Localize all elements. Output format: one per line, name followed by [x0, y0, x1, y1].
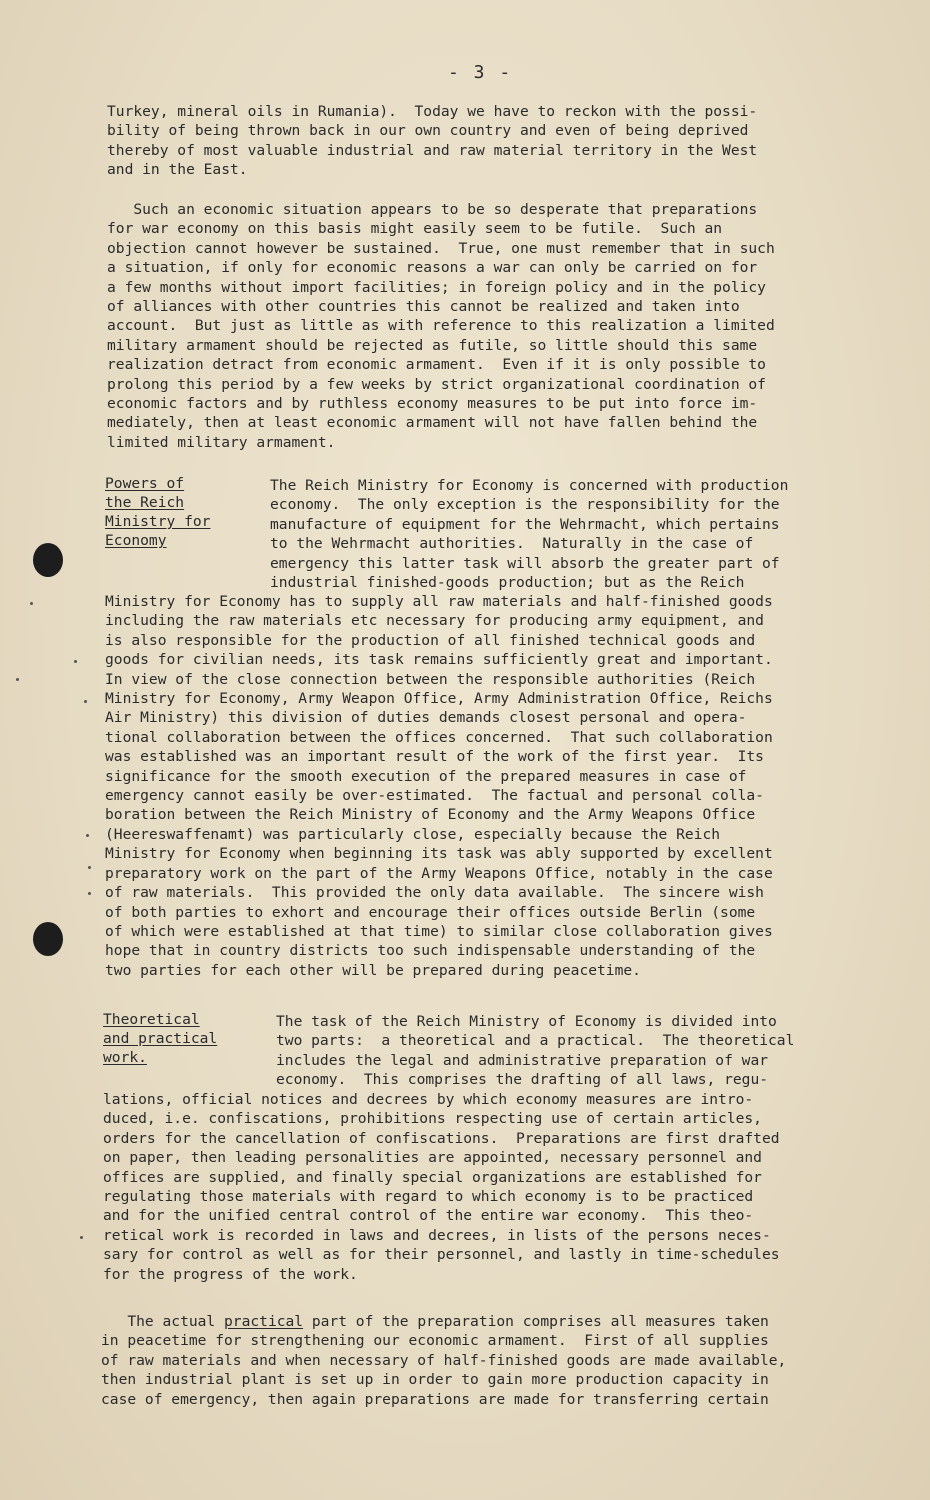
- text-line: of alliances with other countries this cannot be realized and taken into: [107, 298, 740, 316]
- section-1-indented: [270, 476, 788, 592]
- text-line: Ministry for Economy when beginning its task was ably supported by excellent: [105, 845, 773, 863]
- text-line: (Heereswaffenamt) was particularly close, especially because the Reich: [105, 825, 721, 843]
- paper-speck: [80, 1236, 83, 1239]
- text-line: of raw materials. This provided the only data available. The sincere wish: [105, 884, 764, 902]
- text-line: thereby of most valuable industrial and raw material territory in the West: [107, 141, 758, 159]
- text-line: military armament should be rejected as futile, so little should this same: [107, 336, 758, 354]
- section-heading-powers: [105, 474, 210, 550]
- text-line: to the Wehrmacht authorities. Naturally in the case of: [270, 535, 754, 553]
- paper-speck: [30, 602, 33, 605]
- section-2-indented: [276, 1012, 794, 1090]
- text-fragment: The actual: [101, 1313, 225, 1330]
- text-line: includes the legal and administrative preparation of war: [276, 1051, 769, 1069]
- text-line: realization detract from economic armament. Even if it is only possible to: [107, 356, 766, 374]
- text-line: lations, official notices and decrees by which economy measures are intro-: [103, 1091, 754, 1108]
- paper-speck: [88, 892, 91, 895]
- text-line: a situation, if only for economic reasons a war can only be carried on for: [107, 259, 758, 277]
- text-line: Air Ministry) this division of duties demands closest personal and opera-: [105, 709, 747, 727]
- text-line: hope that in country districts too such indispensable understanding of the: [105, 942, 756, 960]
- paper-speck: [88, 866, 91, 869]
- text-line: economy. This comprises the drafting of all laws, regu-: [276, 1071, 769, 1089]
- text-line: for the progress of the work.: [103, 1265, 358, 1283]
- text-line: Ministry for Economy, Army Weapon Office, Army Administration Office, Reichs: [105, 690, 773, 708]
- text-line: The Reich Ministry for Economy is concerned with production: [270, 477, 789, 494]
- text-line: two parts: a theoretical and a practical. The theoretical: [276, 1032, 795, 1050]
- heading-line: Theoretical: [103, 1011, 200, 1028]
- text-line: In view of the close connection between the responsible authorities (Reich: [105, 670, 756, 688]
- paper-speck: [16, 678, 19, 681]
- text-line: is also responsible for the production of all finished technical goods and: [105, 631, 756, 649]
- text-line: retical work is recorded in laws and decrees, in lists of the persons neces-: [103, 1226, 771, 1244]
- text-line: for war economy on this basis might easily seem to be futile. Such an: [107, 220, 723, 238]
- text-fragment: part of the preparation comprises all measures taken: [303, 1313, 769, 1330]
- text-line: The task of the Reich Ministry of Economy is divided into: [276, 1013, 777, 1030]
- text-line: regulating those materials with regard to which economy is to be practiced: [103, 1188, 754, 1206]
- text-line: Turkey, mineral oils in Rumania). Today we have to reckon with the possi-: [107, 103, 758, 120]
- text-line: of both parties to exhort and encourage their offices outside Berlin (some: [105, 903, 756, 921]
- paper-speck: [84, 700, 87, 703]
- text-line: sary for control as well as for their personnel, and lastly in time-schedules: [103, 1246, 780, 1264]
- text-line: and in the East.: [107, 161, 248, 179]
- paragraph-1: [107, 102, 757, 180]
- heading-line: Powers of: [105, 475, 185, 492]
- text-line: [101, 1312, 786, 1331]
- text-line: preparatory work on the part of the Army Weapons Office, notably in the case: [105, 864, 773, 882]
- text-line: Ministry for Economy has to supply all raw materials and half-finished goods: [105, 593, 773, 610]
- text-line: emergency cannot easily be over-estimated. The factual and personal colla-: [105, 787, 764, 805]
- text-line: offices are supplied, and finally special organizations are established for: [103, 1168, 762, 1186]
- text-line: orders for the cancellation of confiscations. Preparations are first drafted: [103, 1129, 780, 1147]
- heading-line: work.: [103, 1049, 147, 1066]
- text-line: tional collaboration between the offices concerned. That such collaboration: [105, 728, 773, 746]
- text-line: economy. The only exception is the responsibility for the: [270, 496, 780, 514]
- text-line: significance for the smooth execution of the prepared measures in case of: [105, 767, 747, 785]
- heading-line: Ministry for: [105, 513, 211, 530]
- text-line: boration between the Reich Ministry of Economy and the Army Weapons Office: [105, 806, 756, 824]
- text-line: a few months without import facilities; in foreign policy and in the policy: [107, 278, 766, 296]
- punch-hole: [33, 922, 63, 956]
- page-number: - 3 -: [448, 62, 513, 83]
- text-line: of raw materials and when necessary of half-finished goods are made available,: [101, 1351, 787, 1369]
- text-line: then industrial plant is set up in order to gain more production capacity in: [101, 1371, 769, 1389]
- paper-speck: [86, 834, 89, 837]
- text-line: manufacture of equipment for the Wehrmacht, which pertains: [270, 515, 780, 533]
- text-line: duced, i.e. confiscations, prohibitions respecting use of certain articles,: [103, 1110, 762, 1128]
- text-line: mediately, then at least economic armament will not have fallen behind the: [107, 414, 758, 432]
- text-line: on paper, then leading personalities are appointed, necessary personnel and: [103, 1149, 762, 1167]
- text-line: of which were established at that time) to similar close collaboration gives: [105, 922, 773, 940]
- text-line: industrial finished-goods production; but as the Reich: [270, 574, 745, 592]
- text-line: prolong this period by a few weeks by strict organizational coordination of: [107, 375, 766, 393]
- text-line: objection cannot however be sustained. True, one must remember that in such: [107, 239, 775, 257]
- text-line: emergency this latter task will absorb the greater part of: [270, 554, 780, 572]
- text-line: case of emergency, then again preparations are made for transferring certain: [101, 1390, 769, 1408]
- paragraph-last: [101, 1312, 786, 1409]
- punch-hole: [33, 543, 63, 577]
- heading-line: and practical: [103, 1030, 218, 1047]
- paper-speck: [74, 660, 77, 663]
- heading-line: Economy: [105, 532, 167, 549]
- section-heading-theoretical: [103, 1010, 217, 1067]
- text-line: was established was an important result of the work of the first year. Its: [105, 748, 764, 766]
- text-line: Such an economic situation appears to be so desperate that preparations: [107, 201, 758, 218]
- heading-line: the Reich: [105, 494, 185, 511]
- section-2-body: [103, 1090, 780, 1284]
- text-line: two parties for each other will be prepared during peacetime.: [105, 961, 641, 979]
- text-line: in peacetime for strengthening our economic armament. First of all supplies: [101, 1332, 769, 1350]
- underlined-word: practical: [224, 1313, 304, 1330]
- text-line: limited military armament.: [107, 433, 336, 451]
- text-line: account. But just as little as with reference to this realization a limited: [107, 317, 775, 335]
- text-line: including the raw materials etc necessary for producing army equipment, and: [105, 612, 764, 630]
- text-line: and for the unified central control of the entire war economy. This theo-: [103, 1207, 754, 1225]
- section-1-body: [105, 592, 773, 980]
- text-line: bility of being thrown back in our own country and even of being deprived: [107, 122, 749, 140]
- text-line: goods for civilian needs, its task remains sufficiently great and important.: [105, 651, 773, 669]
- paragraph-2: [107, 200, 775, 452]
- text-line: economic factors and by ruthless economy measures to be put into force im-: [107, 395, 758, 413]
